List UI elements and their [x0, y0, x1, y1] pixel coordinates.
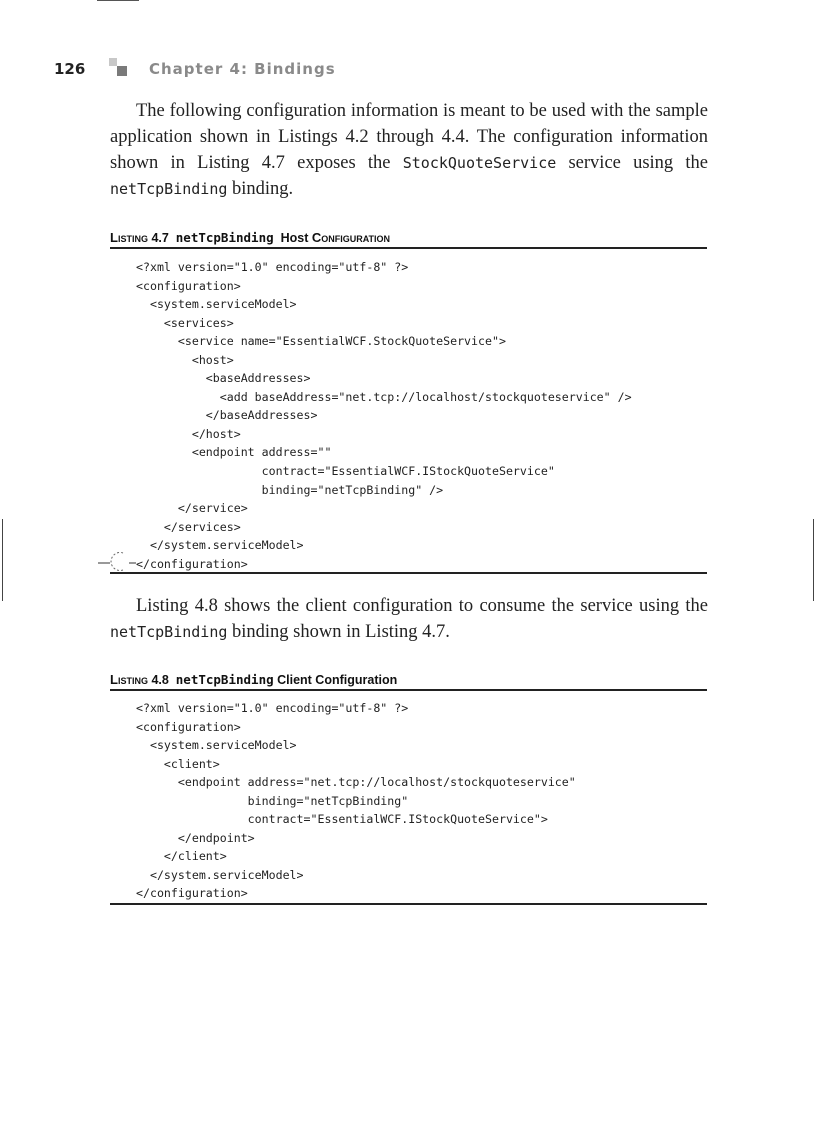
intro-paragraph: The following configuration information is meant to be used with the sample application shown in Listings 4.2 through 4.4. The configuration information shown in Listing 4.7 exposes the StockQuoteService service using the netTcpBinding binding. [110, 101, 708, 199]
listing-4-8-heading: Listing 4.8 netTcpBinding Client Configuration [110, 672, 707, 691]
client-paragraph: Listing 4.8 shows the client configuration to consume the service using the netTcpBinding binding shown in Listing 4.7. [110, 596, 708, 642]
chapter-marker-icon [109, 58, 129, 78]
listing-4-7-code: <?xml version="1.0" encoding="utf-8" ?> <configuration> <system.serviceModel> <services> <service name="EssentialWCF.StockQuoteService"> <host> <baseAddresses> <add baseAddress="net.tcp://localhost/stockquoteservice" /> </baseAddresses> </host> <endpoint address="" contract="EssentialWCF.IStockQuoteService" binding="netTcpBinding" /> </service> </services> </system.serviceModel> </configuration> [136, 260, 632, 571]
listing-4-8-code: <?xml version="1.0" encoding="utf-8" ?> <configuration> <system.serviceModel> <client> <endpoint address="net.tcp://localhost/stockquoteservice" binding="netTcpBinding" contract="EssentialWCF.IStockQuoteService"> </endpoint> </client> </system.serviceModel> </configuration> [136, 701, 576, 901]
text-cursor-icon [96, 550, 140, 572]
inline-code-nettcpbinding-2: netTcpBinding [110, 623, 228, 641]
listing-4-8-bottom-rule [110, 903, 707, 905]
inline-code-nettcpbinding: netTcpBinding [110, 180, 228, 198]
top-rule [97, 0, 139, 1]
listing-4-7-heading: Listing 4.7 netTcpBinding Host Configuration [110, 230, 707, 249]
right-crop-mark [813, 519, 814, 601]
listing-4-7-bottom-rule [110, 572, 707, 574]
page-number: 126 [54, 60, 86, 78]
inline-code-stockquoteservice: StockQuoteService [402, 154, 557, 172]
running-header [54, 58, 454, 80]
chapter-title: Chapter 4: Bindings [149, 60, 336, 78]
left-crop-mark [2, 519, 3, 601]
